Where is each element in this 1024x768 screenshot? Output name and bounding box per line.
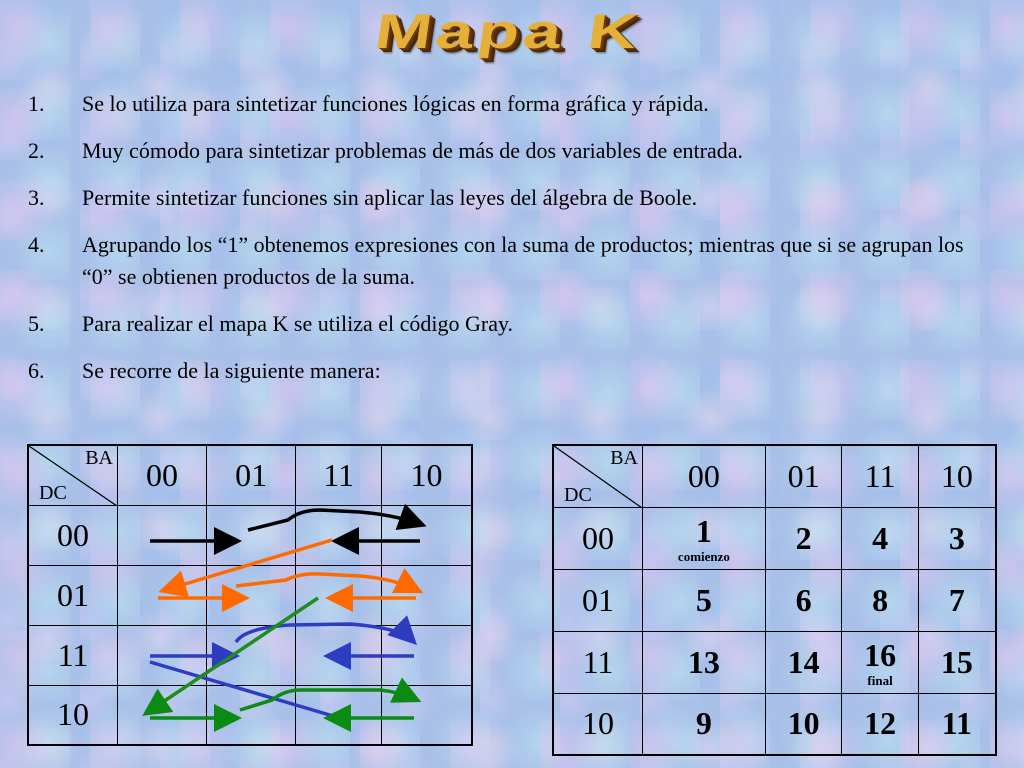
arrow-row-00-b <box>248 510 420 530</box>
arrow-row-11-b <box>236 624 412 642</box>
ba-label: BA <box>610 447 638 469</box>
order-cell: 7 <box>918 569 996 631</box>
order-cell-end: 16 final <box>842 631 919 693</box>
col-header: 10 <box>918 445 996 507</box>
col-header: 00 <box>118 445 207 505</box>
order-cell: 11 <box>918 693 996 755</box>
start-label: comienzo <box>677 548 730 564</box>
order-cell-start: 1 comienzo <box>643 507 766 569</box>
row-header: 11 <box>553 631 643 693</box>
list-item: 1. Se lo utiliza para sintetizar funciones lógicas en forma gráfica y rápida. <box>28 91 709 116</box>
col-header: 10 <box>382 445 472 505</box>
order-cell: 9 <box>643 693 766 755</box>
order-cell: 3 <box>918 507 996 569</box>
order-cell: 12 <box>842 693 919 755</box>
page-title: Mapa K <box>371 3 646 59</box>
row-header: 10 <box>553 693 643 755</box>
kmap-corner <box>553 445 643 507</box>
col-header: 01 <box>765 445 842 507</box>
col-header: 01 <box>207 445 296 505</box>
row-header: 10 <box>28 685 118 745</box>
row-header: 00 <box>28 505 118 565</box>
order-cell: 6 <box>765 569 842 631</box>
col-header: 11 <box>296 445 382 505</box>
order-cell: 2 <box>765 507 842 569</box>
order-cell: 10 <box>765 693 842 755</box>
col-header: 11 <box>842 445 919 507</box>
order-cell: 14 <box>765 631 842 693</box>
row-header: 01 <box>28 565 118 625</box>
dc-label: DC <box>39 481 67 504</box>
row-header: 01 <box>553 569 643 631</box>
dc-label: DC <box>564 483 592 506</box>
arrow-row-01-b <box>236 574 417 590</box>
order-cell: 5 <box>643 569 766 631</box>
order-cell: 15 <box>918 631 996 693</box>
row-header: 00 <box>553 507 643 569</box>
order-cell: 13 <box>643 631 766 693</box>
order-cell: 4 <box>842 507 919 569</box>
ba-label: BA <box>85 447 113 469</box>
row-header: 11 <box>28 625 118 685</box>
arrow-row-10-b <box>240 690 415 710</box>
order-cell: 8 <box>842 569 919 631</box>
list-item: 6. Se recorre de la siguiente manera: <box>28 358 381 383</box>
list-item: 5. Para realizar el mapa K se utiliza el código Gray. <box>28 311 514 336</box>
diag-orange <box>165 540 332 590</box>
end-label: final <box>867 672 893 688</box>
list-item: 2. Muy cómodo para sintetizar problemas de más de dos variables de entrada. <box>28 138 743 163</box>
col-header: 00 <box>643 445 766 507</box>
list-item: 3. Permite sintetizar funciones sin aplicar las leyes del álgebra de Boole. <box>28 185 698 210</box>
kmap-order-table <box>552 444 997 756</box>
list-item: 4. Agrupando los “1” obtenemos expresiones con la suma de productos; mientras que si se agrupan los “0” se obtienen productos de la suma. <box>28 232 964 289</box>
